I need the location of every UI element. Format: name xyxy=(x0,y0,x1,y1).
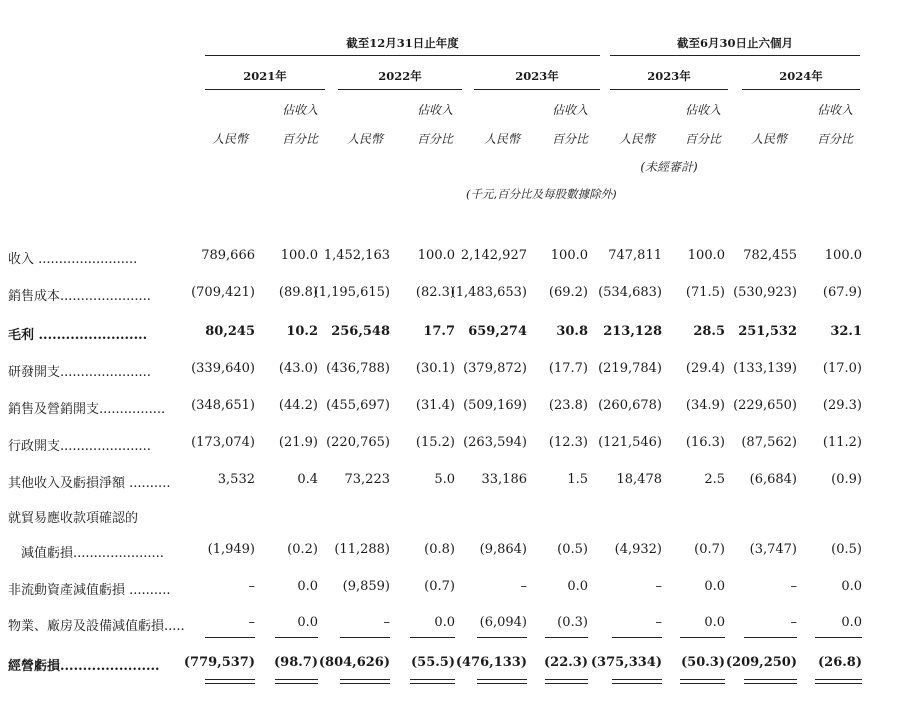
year-header-2023-fy: 2023年 xyxy=(515,69,559,83)
cell-2023fy-pct: (23.8) xyxy=(548,398,588,413)
cell-2024h1-rmb: (3,747) xyxy=(749,542,797,557)
row-label: 其他收入及虧損淨額 .......... xyxy=(8,476,171,491)
cell-2021-rmb: (1,949) xyxy=(207,542,255,557)
col-pct-2022-l2: 百分比 xyxy=(416,132,453,146)
cell-2023fy-rmb: (263,594) xyxy=(463,435,527,450)
year-header-2023-h1: 2023年 xyxy=(647,69,691,83)
cell-2023h1-rmb: (121,546) xyxy=(598,435,662,450)
cell-2023fy-rmb: (509,169) xyxy=(463,398,527,413)
cell-2022-rmb: (1,195,615) xyxy=(313,285,390,300)
cell-2023fy-pct: (22.3) xyxy=(544,655,588,670)
total-double-rule-bottom xyxy=(205,683,255,684)
cell-2023fy-pct: (0.5) xyxy=(557,542,588,557)
cell-2023h1-pct: (34.9) xyxy=(685,398,725,413)
cell-2021-pct: (43.0) xyxy=(278,361,318,376)
year-header-2022: 2022年 xyxy=(378,69,422,83)
row-label: 就貿易應收款項確認的 xyxy=(8,511,139,526)
year-rule-2022 xyxy=(338,89,462,90)
row-label: 研發開支...................... xyxy=(8,365,151,380)
cell-2024h1-pct: 100.0 xyxy=(824,248,862,263)
total-double-rule-bottom xyxy=(477,683,527,684)
col-rmb-2023-h1: 人民幣 xyxy=(618,132,655,146)
cell-2023fy-pct: 30.8 xyxy=(556,324,588,339)
cell-2021-rmb: 3,532 xyxy=(217,472,255,487)
total-double-rule-top xyxy=(744,679,797,680)
row-label: 收入 ........................ xyxy=(8,252,138,267)
row-label: 銷售成本...................... xyxy=(8,289,151,304)
cell-2024h1-rmb: (133,139) xyxy=(733,361,797,376)
total-double-rule-bottom xyxy=(612,683,662,684)
total-double-rule-top xyxy=(340,679,390,680)
cell-2024h1-pct: (67.9) xyxy=(822,285,862,300)
total-double-rule-top xyxy=(680,679,725,680)
cell-2021-rmb: 80,245 xyxy=(205,324,255,339)
cell-2023fy-rmb: (379,872) xyxy=(463,361,527,376)
cell-2024h1-pct: 0.0 xyxy=(841,615,862,630)
col-pct-2021-l2: 百分比 xyxy=(281,132,318,146)
cell-2024h1-rmb: (6,684) xyxy=(749,472,797,487)
row-label: 物業、廠房及設備減值虧損..... xyxy=(8,619,185,634)
cell-2022-pct: (0.8) xyxy=(424,542,455,557)
units-note: (千元,百分比及每股數據除外) xyxy=(466,187,617,201)
cell-2023fy-pct: (0.3) xyxy=(557,615,588,630)
col-pct-2021-l1: 佔收入 xyxy=(281,103,318,117)
cell-2021-rmb: (348,651) xyxy=(191,398,255,413)
cell-2021-rmb: (173,074) xyxy=(191,435,255,450)
row-label: 減值虧損...................... xyxy=(8,546,164,561)
total-double-rule-bottom xyxy=(680,683,725,684)
unaudited-note: (未經審計) xyxy=(640,160,698,174)
subtotal-rule xyxy=(275,637,318,638)
cell-2022-pct: (55.5) xyxy=(411,655,455,670)
cell-2022-rmb: 1,452,163 xyxy=(323,248,390,263)
subtotal-rule xyxy=(612,637,662,638)
cell-2023fy-pct: (12.3) xyxy=(548,435,588,450)
cell-2024h1-rmb: (87,562) xyxy=(741,435,797,450)
cell-2024h1-pct: (26.8) xyxy=(818,655,862,670)
cell-2022-rmb: (220,765) xyxy=(326,435,390,450)
cell-2021-pct: (89.8) xyxy=(278,285,318,300)
cell-2022-pct: 17.7 xyxy=(423,324,455,339)
group-title-six-months: 截至6月30日止六個月 xyxy=(676,36,793,50)
col-rmb-2023-fy: 人民幣 xyxy=(483,132,520,146)
row-label: 銷售及營銷開支................ xyxy=(8,402,166,417)
cell-2022-rmb: – xyxy=(383,615,390,630)
cell-2023fy-rmb: (6,094) xyxy=(479,615,527,630)
year-rule-2024-h1 xyxy=(742,89,860,90)
total-double-rule-top xyxy=(612,679,662,680)
total-double-rule-bottom xyxy=(340,683,390,684)
cell-2023h1-pct: (16.3) xyxy=(685,435,725,450)
cell-2024h1-rmb: (530,923) xyxy=(733,285,797,300)
cell-2023h1-pct: 0.0 xyxy=(704,579,725,594)
year-header-2024-h1: 2024年 xyxy=(779,69,823,83)
cell-2024h1-pct: (29.3) xyxy=(822,398,862,413)
cell-2023h1-rmb: (4,932) xyxy=(614,542,662,557)
cell-2024h1-pct: (0.9) xyxy=(831,472,862,487)
cell-2023h1-rmb: 213,128 xyxy=(603,324,662,339)
total-double-rule-bottom xyxy=(744,683,797,684)
col-pct-2022-l1: 佔收入 xyxy=(416,103,453,117)
cell-2021-rmb: 789,666 xyxy=(201,248,255,263)
col-pct-2024-h1-l1: 佔收入 xyxy=(816,103,853,117)
total-double-rule-top xyxy=(205,679,255,680)
cell-2024h1-rmb: (209,250) xyxy=(725,655,797,670)
group-rule-six-months xyxy=(610,55,860,56)
cell-2023h1-rmb: (219,784) xyxy=(598,361,662,376)
cell-2023fy-rmb: (1,483,653) xyxy=(450,285,527,300)
cell-2023fy-pct: 100.0 xyxy=(550,248,588,263)
row-label: 非流動資產減值虧損 .......... xyxy=(8,583,171,598)
cell-2022-rmb: (11,288) xyxy=(334,542,390,557)
cell-2021-pct: 10.2 xyxy=(286,324,318,339)
year-rule-2023-fy xyxy=(474,89,600,90)
cell-2022-rmb: (455,697) xyxy=(326,398,390,413)
cell-2021-pct: (98.7) xyxy=(274,655,318,670)
cell-2021-pct: 0.0 xyxy=(297,615,318,630)
cell-2024h1-rmb: 251,532 xyxy=(738,324,797,339)
cell-2021-pct: 0.0 xyxy=(297,579,318,594)
total-double-rule-top xyxy=(410,679,455,680)
cell-2021-pct: 100.0 xyxy=(280,248,318,263)
cell-2023h1-rmb: 18,478 xyxy=(616,472,662,487)
col-rmb-2021: 人民幣 xyxy=(211,132,248,146)
cell-2023h1-pct: (29.4) xyxy=(685,361,725,376)
cell-2024h1-rmb: – xyxy=(790,615,797,630)
cell-2024h1-pct: 32.1 xyxy=(830,324,862,339)
cell-2022-pct: (0.7) xyxy=(424,579,455,594)
cell-2023h1-rmb: – xyxy=(655,615,662,630)
cell-2024h1-rmb: – xyxy=(790,579,797,594)
cell-2022-rmb: (804,626) xyxy=(318,655,390,670)
cell-2023fy-pct: 0.0 xyxy=(567,579,588,594)
group-title-fiscal-year: 截至12月31日止年度 xyxy=(346,36,459,50)
subtotal-rule xyxy=(340,637,390,638)
cell-2021-rmb: (339,640) xyxy=(191,361,255,376)
row-label: 行政開支...................... xyxy=(8,439,151,454)
cell-2023fy-rmb: 659,274 xyxy=(468,324,527,339)
col-pct-2023-h1-l2: 百分比 xyxy=(684,132,721,146)
cell-2022-pct: (30.1) xyxy=(415,361,455,376)
subtotal-rule xyxy=(545,637,588,638)
total-double-rule-bottom xyxy=(275,683,318,684)
row-label: 經營虧損...................... xyxy=(8,659,160,674)
group-rule-fiscal-year xyxy=(205,55,600,56)
total-double-rule-top xyxy=(477,679,527,680)
cell-2024h1-pct: (17.0) xyxy=(822,361,862,376)
year-rule-2023-h1 xyxy=(610,89,728,90)
cell-2022-rmb: 256,548 xyxy=(331,324,390,339)
cell-2023h1-rmb: 747,811 xyxy=(608,248,662,263)
subtotal-rule xyxy=(410,637,455,638)
cell-2023h1-pct: 100.0 xyxy=(687,248,725,263)
cell-2021-pct: (0.2) xyxy=(287,542,318,557)
col-pct-2023-fy-l2: 百分比 xyxy=(551,132,588,146)
col-pct-2024-h1-l2: 百分比 xyxy=(816,132,853,146)
cell-2021-rmb: (779,537) xyxy=(183,655,255,670)
row-label: 毛利 ........................ xyxy=(8,328,148,343)
cell-2022-rmb: 73,223 xyxy=(344,472,390,487)
total-double-rule-bottom xyxy=(815,683,862,684)
col-pct-2023-h1-l1: 佔收入 xyxy=(684,103,721,117)
cell-2022-rmb: (9,859) xyxy=(342,579,390,594)
cell-2022-rmb: (436,788) xyxy=(326,361,390,376)
year-header-2021: 2021年 xyxy=(243,69,287,83)
subtotal-rule xyxy=(680,637,725,638)
year-rule-2021 xyxy=(205,89,325,90)
cell-2023h1-rmb: (534,683) xyxy=(598,285,662,300)
cell-2022-pct: (31.4) xyxy=(415,398,455,413)
subtotal-rule xyxy=(205,637,255,638)
subtotal-rule xyxy=(477,637,527,638)
cell-2023h1-pct: 28.5 xyxy=(693,324,725,339)
total-double-rule-top xyxy=(275,679,318,680)
cell-2021-pct: (44.2) xyxy=(278,398,318,413)
cell-2023fy-rmb: (9,864) xyxy=(479,542,527,557)
cell-2024h1-pct: (11.2) xyxy=(822,435,862,450)
cell-2023fy-rmb: (476,133) xyxy=(455,655,527,670)
subtotal-rule xyxy=(744,637,797,638)
col-rmb-2022: 人民幣 xyxy=(346,132,383,146)
cell-2023h1-pct: (71.5) xyxy=(685,285,725,300)
cell-2024h1-rmb: (229,650) xyxy=(733,398,797,413)
cell-2021-rmb: (709,421) xyxy=(191,285,255,300)
cell-2021-rmb: – xyxy=(248,615,255,630)
col-rmb-2024-h1: 人民幣 xyxy=(750,132,787,146)
cell-2023fy-pct: (17.7) xyxy=(548,361,588,376)
cell-2021-pct: (21.9) xyxy=(278,435,318,450)
cell-2023fy-rmb: 33,186 xyxy=(481,472,527,487)
cell-2022-pct: 5.0 xyxy=(434,472,455,487)
total-double-rule-top xyxy=(545,679,588,680)
cell-2022-pct: 0.0 xyxy=(434,615,455,630)
cell-2023h1-rmb: (260,678) xyxy=(598,398,662,413)
cell-2023fy-rmb: 2,142,927 xyxy=(460,248,527,263)
cell-2023fy-pct: (69.2) xyxy=(548,285,588,300)
col-pct-2023-fy-l1: 佔收入 xyxy=(551,103,588,117)
cell-2024h1-rmb: 782,455 xyxy=(743,248,797,263)
subtotal-rule xyxy=(815,637,862,638)
cell-2023h1-pct: 0.0 xyxy=(704,615,725,630)
cell-2023fy-pct: 1.5 xyxy=(567,472,588,487)
cell-2021-rmb: – xyxy=(248,579,255,594)
cell-2023h1-pct: (0.7) xyxy=(694,542,725,557)
total-double-rule-bottom xyxy=(410,683,455,684)
cell-2022-pct: (82.3) xyxy=(415,285,455,300)
cell-2024h1-pct: (0.5) xyxy=(831,542,862,557)
cell-2024h1-pct: 0.0 xyxy=(841,579,862,594)
cell-2023h1-pct: (50.3) xyxy=(681,655,725,670)
cell-2023h1-pct: 2.5 xyxy=(704,472,725,487)
cell-2023h1-rmb: (375,334) xyxy=(590,655,662,670)
total-double-rule-bottom xyxy=(545,683,588,684)
cell-2021-pct: 0.4 xyxy=(297,472,318,487)
cell-2023h1-rmb: – xyxy=(655,579,662,594)
cell-2023fy-rmb: – xyxy=(520,579,527,594)
cell-2022-pct: 100.0 xyxy=(417,248,455,263)
total-double-rule-top xyxy=(815,679,862,680)
cell-2022-pct: (15.2) xyxy=(415,435,455,450)
